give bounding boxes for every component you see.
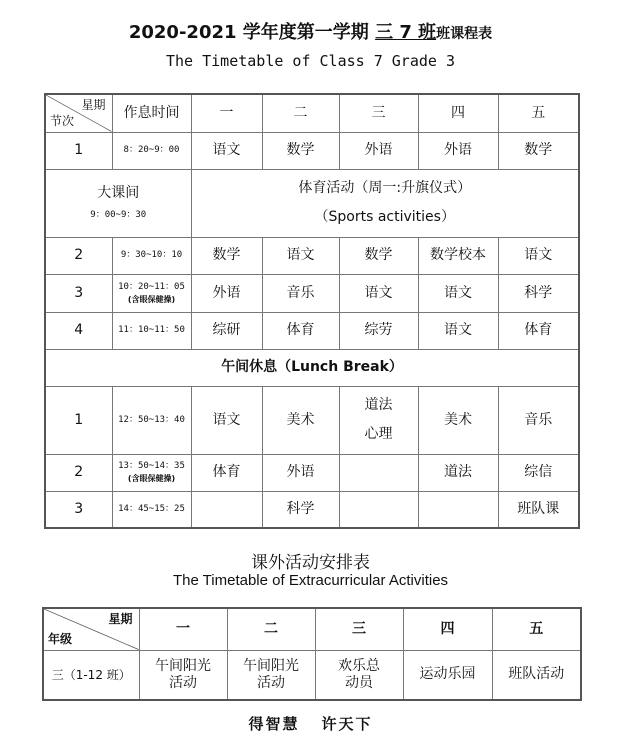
break-activity-cn: 体育活动（周一:升旗仪式） [298, 180, 472, 197]
subject-cell: 道法 [418, 454, 498, 491]
subject-cell [418, 491, 498, 528]
weekday-label: 星期 [108, 612, 133, 626]
subject-cell [191, 491, 262, 528]
subject-cell: 数学 [262, 132, 339, 169]
subject-cell: 数学校本 [418, 237, 498, 274]
subject-cell: 语文 [418, 274, 498, 312]
table-row [43, 650, 581, 700]
subject-cell: 班队课 [498, 491, 579, 528]
day-header: 五 [492, 608, 581, 650]
extracurricular-table [42, 607, 582, 701]
table-row [45, 237, 579, 274]
period-number: 2 [45, 454, 112, 491]
subject-cell: 语文 [418, 312, 498, 349]
subject-cell: 外语 [191, 274, 262, 312]
extra-subtitle: The Timetable of Extracurricular Activities [172, 572, 449, 589]
activity-cell: 午间阳光活动 [227, 650, 315, 700]
subject-cell: 外语 [339, 132, 418, 169]
period-time-cell [112, 454, 191, 491]
page-subtitle: The Timetable of Class 7 Grade 3 [166, 52, 455, 70]
header-row [45, 94, 579, 132]
extra-title: 课外活动安排表 [251, 553, 370, 573]
activity-cell: 运动乐园 [403, 650, 492, 700]
subject-cell: 数学 [339, 237, 418, 274]
subject-cell: 体育 [262, 312, 339, 349]
day-header: 三 [339, 94, 418, 132]
subject-cell: 数学 [498, 132, 579, 169]
day-header: 一 [139, 608, 227, 650]
motto-part: 许天下 [321, 715, 373, 733]
table-row [45, 274, 579, 312]
lunch-break: 午间休息（Lunch Break） [45, 349, 579, 386]
timetable [44, 93, 580, 529]
time-col-header: 作息时间 [112, 94, 191, 132]
diagonal-header [43, 608, 139, 650]
period-time-cell [112, 274, 191, 312]
page-title [0, 18, 621, 44]
title-suffix: 班课程表 [436, 26, 493, 42]
day-header: 四 [418, 94, 498, 132]
table-row [45, 312, 579, 349]
break-activity [191, 169, 579, 237]
period-number: 3 [45, 491, 112, 528]
subject-cell: 体育 [191, 454, 262, 491]
period-number: 3 [45, 274, 112, 312]
grade-label: 年级 [48, 632, 73, 647]
lunch-row [45, 349, 579, 386]
subject-cell: 外语 [418, 132, 498, 169]
title-class: 三 7 班 [375, 22, 437, 43]
table-row [45, 386, 579, 454]
subject-cell [339, 454, 418, 491]
break-activity-en: （Sports activities） [314, 209, 455, 225]
subject-cell [339, 491, 418, 528]
break-time: 9：00~9：30 [90, 210, 147, 220]
title-prefix: 2020-2021 学年度第一学期 [128, 22, 376, 43]
period-label: 节次 [50, 114, 75, 129]
day-header: 一 [191, 94, 262, 132]
subject-cell: 数学 [191, 237, 262, 274]
period-time: 13：50~14：35 [118, 461, 185, 472]
header-row [43, 608, 581, 650]
subject-cell-stacked [339, 386, 418, 454]
motto-part: 得智慧 [248, 715, 300, 733]
eye-exercise-note: (含眼保健操) [127, 474, 176, 484]
subject-cell: 音乐 [498, 386, 579, 454]
break-label: 大课间 [97, 185, 140, 202]
period-number: 2 [45, 237, 112, 274]
subject-cell: 音乐 [262, 274, 339, 312]
school-motto [0, 713, 621, 734]
eye-exercise-note: (含眼保健操) [127, 294, 176, 304]
day-header: 三 [315, 608, 403, 650]
subject-cell: 综劳 [339, 312, 418, 349]
subject-cell: 美术 [418, 386, 498, 454]
day-header: 二 [262, 94, 339, 132]
subject-name: 心理 [364, 426, 393, 442]
period-number: 1 [45, 132, 112, 169]
period-time: 9：30~10：10 [112, 237, 191, 274]
subject-name: 道法 [364, 397, 393, 414]
subject-cell: 语文 [191, 132, 262, 169]
period-time: 14：45~15：25 [112, 491, 191, 528]
period-number: 4 [45, 312, 112, 349]
day-header: 五 [498, 94, 579, 132]
period-time: 11：10~11：50 [112, 312, 191, 349]
day-header: 四 [403, 608, 492, 650]
period-time: 8：20~9：00 [112, 132, 191, 169]
subject-cell: 语文 [262, 237, 339, 274]
subject-cell: 科学 [262, 491, 339, 528]
activity-cell: 午间阳光活动 [139, 650, 227, 700]
diagonal-header [45, 94, 112, 132]
break-cell [45, 169, 191, 237]
period-time: 10：20~11：05 [118, 281, 185, 292]
subject-cell: 语文 [498, 237, 579, 274]
table-row [45, 491, 579, 528]
weekday-label: 星期 [81, 98, 106, 112]
period-number: 1 [45, 386, 112, 454]
subject-cell: 科学 [498, 274, 579, 312]
subject-cell: 综研 [191, 312, 262, 349]
subject-cell: 美术 [262, 386, 339, 454]
day-header: 二 [227, 608, 315, 650]
table-row [45, 132, 579, 169]
subject-cell: 语文 [191, 386, 262, 454]
subject-cell: 体育 [498, 312, 579, 349]
subject-cell: 语文 [339, 274, 418, 312]
grade-cell: 三（1-12 班） [43, 650, 139, 700]
table-row [45, 454, 579, 491]
period-time: 12：50~13：40 [112, 386, 191, 454]
break-row [45, 169, 579, 237]
subject-cell: 综信 [498, 454, 579, 491]
subject-cell: 外语 [262, 454, 339, 491]
activity-cell: 班队活动 [492, 650, 581, 700]
activity-cell: 欢乐总动员 [315, 650, 403, 700]
